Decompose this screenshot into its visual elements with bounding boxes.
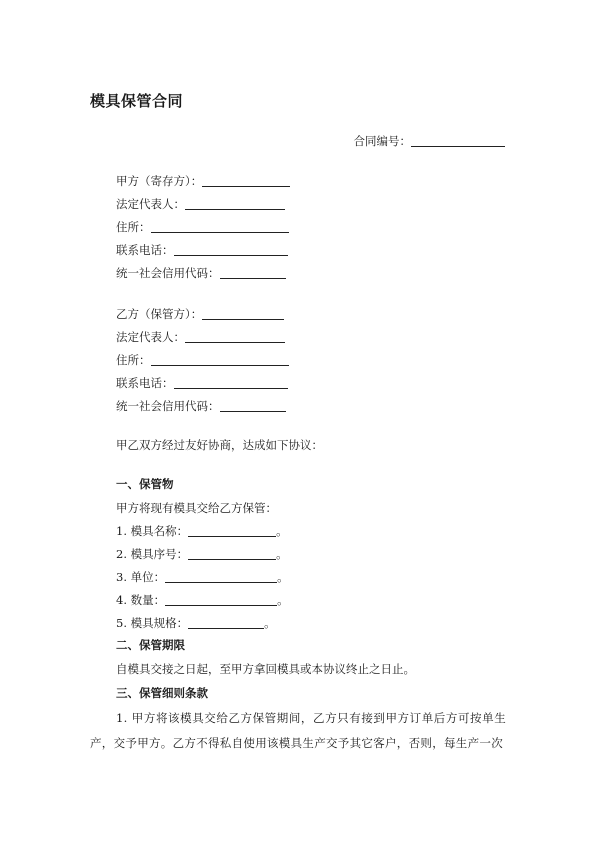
section-1-title: 一、保管物 [116,477,174,491]
party-b-rep-blank [185,330,285,343]
party-a-rep-blank [185,197,285,210]
item-period: 。 [276,524,288,538]
party-a-phone-label: 联系电话： [116,243,174,257]
item-mold-name-row [116,523,288,539]
item-unit-blank [165,570,277,583]
item-mold-spec-blank [188,616,264,629]
party-b-rep-row [116,329,285,345]
item-mold-name-label: 1. 模具名称： [116,524,189,538]
section-2-title: 二、保管期限 [116,638,185,652]
intro-text: 甲乙双方经过友好协商，达成如下协议： [116,438,323,452]
item-quantity-row [116,592,289,608]
party-a-phone-blank [174,243,288,256]
party-b-name-blank [202,307,284,320]
party-b-phone-label: 联系电话： [116,376,174,390]
item-mold-serial-blank [188,547,276,560]
party-a-credit-row [116,265,286,281]
party-a-phone-row [116,242,288,258]
item-period: 。 [276,547,288,561]
item-quantity-blank [165,593,277,606]
section-1-lead: 甲方将现有模具交给乙方保管： [116,501,277,515]
item-mold-serial-row [116,546,288,562]
party-a-heading-row [116,173,290,189]
item-period: 。 [277,570,289,584]
item-quantity-label: 4. 数量： [116,593,166,607]
section-3-title: 三、保管细则条款 [116,686,208,700]
party-b-credit-row [116,398,286,414]
party-a-address-row [116,219,289,235]
item-mold-serial-label: 2. 模具序号： [116,547,189,561]
party-b-credit-label: 统一社会信用代码： [116,399,220,413]
item-unit-row [116,569,289,585]
contract-number [354,133,506,149]
item-mold-spec-row [116,615,276,631]
party-a-rep-label: 法定代表人： [116,197,185,211]
party-a-heading: 甲方（寄存方）： [116,174,203,188]
section-2-text: 自模具交接之日起，至甲方拿回模具或本协议终止之日止。 [116,662,415,676]
item-period: 。 [277,593,289,607]
section-3-paragraph: 1. 甲方将该模具交给乙方保管期间，乙方只有接到甲方订单后方可按单生产，交予甲方。乙方不得私自使用该模具生产交予其它客户，否则，每生产一次 [90,711,506,750]
party-b-heading-row [116,306,284,322]
party-b-address-row [116,352,289,368]
party-b-phone-blank [174,376,288,389]
party-b-address-blank [151,353,289,366]
contract-number-blank [411,134,505,147]
party-b-credit-blank [220,399,286,412]
party-a-credit-blank [220,266,286,279]
party-b-rep-label: 法定代表人： [116,330,185,344]
item-mold-spec-label: 5. 模具规格： [116,616,189,630]
party-a-address-blank [151,220,289,233]
party-a-rep-row [116,196,285,212]
item-mold-name-blank [188,524,276,537]
party-a-credit-label: 统一社会信用代码： [116,266,220,280]
party-b-heading: 乙方（保管方）： [116,307,203,321]
party-a-address-label: 住所： [116,220,151,234]
item-unit-label: 3. 单位： [116,570,166,584]
document-title: 模具保管合同 [90,92,184,110]
contract-number-label: 合同编号： [353,134,411,148]
party-a-name-blank [202,174,290,187]
item-period: 。 [264,616,276,630]
party-b-address-label: 住所： [116,353,151,367]
party-b-phone-row [116,375,288,391]
